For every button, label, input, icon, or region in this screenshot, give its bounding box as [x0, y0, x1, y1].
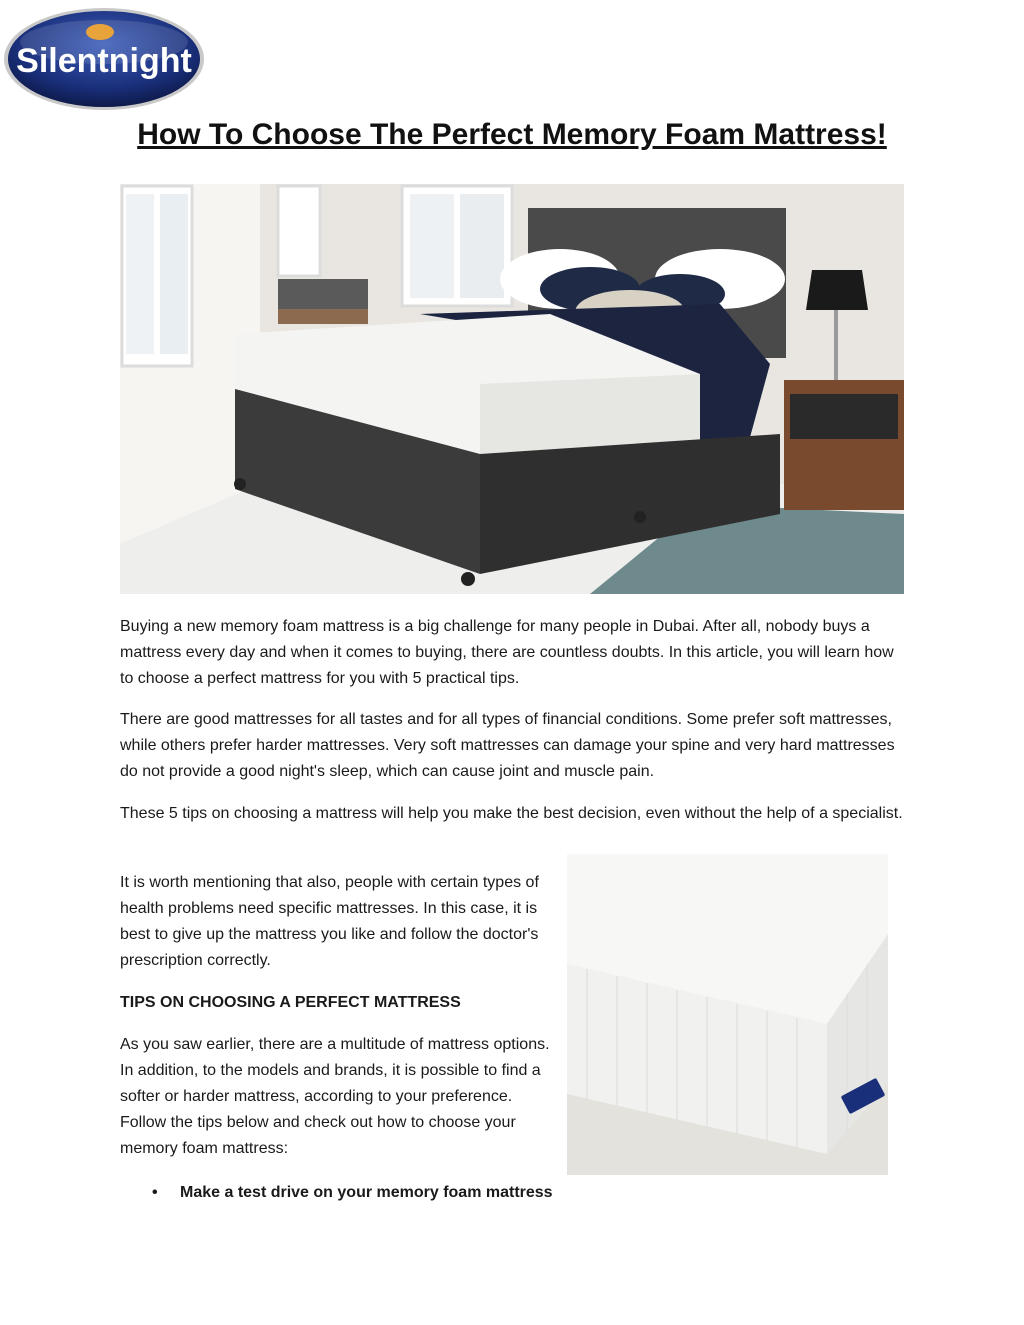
intro-paragraph: Buying a new memory foam mattress is a big challenge for many people in Dubai. After all, nobody buys a mattress every day and when it comes to buying, there are countless doubts. In this article, you will learn how to choose a perfect mattress for you with 5 practical tips. — [120, 618, 894, 687]
mattress-closeup-photo — [567, 854, 888, 1175]
list-item — [120, 1180, 553, 1206]
bullet-marker: • — [152, 1184, 158, 1201]
bedroom-photo — [120, 184, 904, 594]
silentnight-logo[interactable] — [2, 4, 206, 112]
tips-list — [120, 1180, 553, 1206]
section-heading: TIPS ON CHOOSING A PERFECT MATTRESS — [120, 994, 461, 1011]
page-title: How To Choose The Perfect Memory Foam Mattress! — [137, 118, 887, 151]
logo-graphic — [2, 4, 206, 112]
section-paragraph: As you saw earlier, there are a multitude of mattress options. In addition, to the models and brands, it is possible to find a softer or harder mattress, according to your preference. Follow the tips below and check out how to choose your memory foam mattress: — [120, 1036, 550, 1157]
tips-intro-paragraph: These 5 tips on choosing a mattress will help you make the best decision, even without the help of a specialist. — [120, 805, 903, 822]
bullet-text: Make a test drive on your memory foam mattress — [180, 1184, 553, 1201]
moon-cow-icon — [86, 24, 114, 40]
mattress-types-paragraph: There are good mattresses for all tastes and for all types of financial conditions. Some prefer soft mattresses, while others prefer harder mattresses. Very soft mattresses can damage your spine and very hard mattresses do not provide a good night's sleep, which can cause joint and muscle pain. — [120, 711, 895, 780]
logo-wordmark: Silentnight — [16, 42, 192, 80]
health-paragraph: It is worth mentioning that also, people with certain types of health problems need specific mattresses. In this case, it is best to give up the mattress you like and follow the doctor's prescription correctly. — [120, 874, 539, 969]
